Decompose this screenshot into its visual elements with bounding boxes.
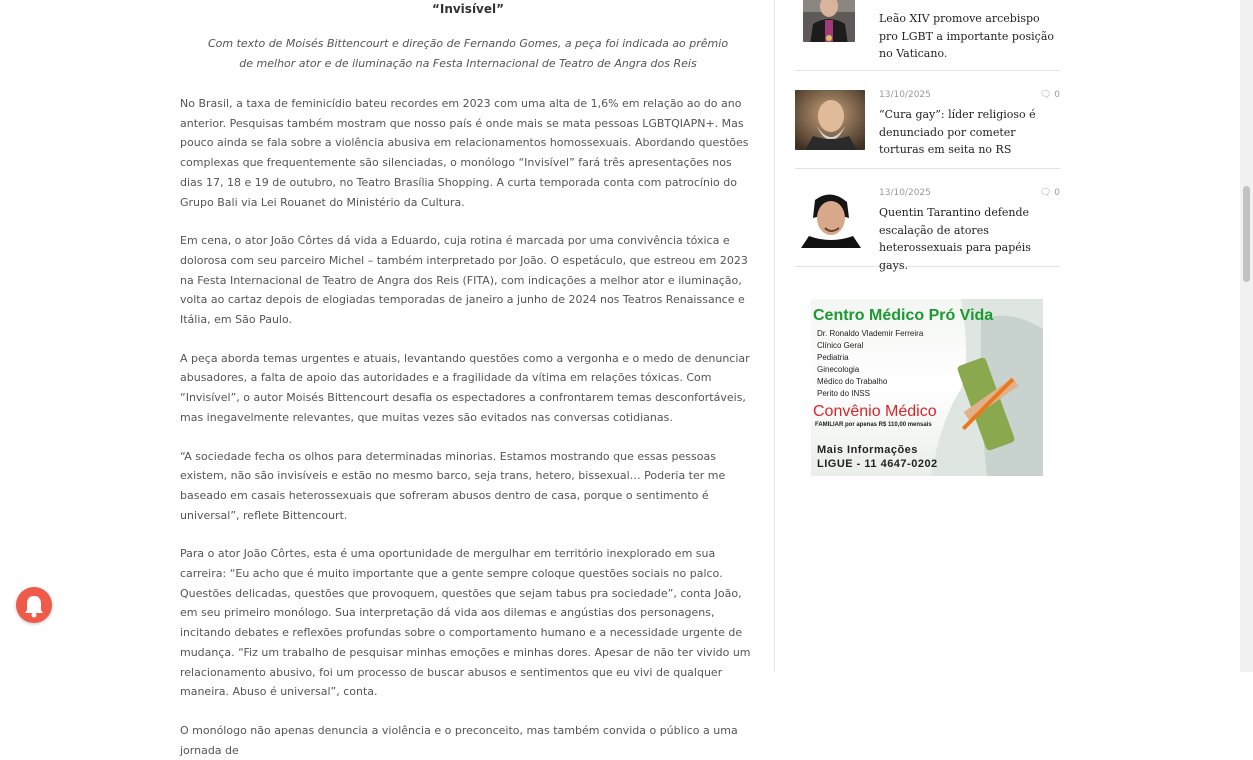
bell-icon [16,587,52,623]
news-title-link[interactable]: Quentin Tarantino defende escalação de atores heterossexuais para papéis gays. [879,206,1031,272]
column-divider [774,0,775,672]
comment-icon: 🗨 [1039,188,1052,198]
article-paragraph: A peça aborda temas urgentes e atuais, levantando questões como a vergonha e o medo de denunciar abusadores, a falta de apoio das autoridades e a fragilidade da vítima em relações tóxicas. Com “Invisível”, o autor Moisés Bittencourt desafia os espectadores a confrontarem temas desconfortáveis, mas inegavelmente relevantes, que muitas vezes são evitados nas conversas cotidianas. [180,351,750,424]
article-paragraph: O monólogo não apenas denuncia a violência e o preconceito, mas também convida o público a uma jornada de [180,723,738,757]
sidebar-advertisement[interactable] [811,299,1043,476]
play-title: “Invisível” [431,2,505,16]
scrollbar-thumb[interactable] [1243,186,1250,282]
article-paragraph: Em cena, o ator João Côrtes dá vida a Eduardo, cuja rotina é marcada por uma convivência tóxica e dolorosa com seu parceiro Michel – também interpretado por João. O espetáculo, que estreou em 2023 na Festa Internacional de Teatro de Angra dos Reis (FITA), com indicações a melhor ator e iluminação, volta ao cartaz depois de elogiadas temporadas de janeiro a junho de 2024 nos Teatros Renaissance e Itália, em São Paulo. [180,234,748,327]
news-date: 13/10/2025 [879,90,931,100]
news-date: 13/10/2025 [879,188,931,198]
news-comment-count[interactable]: 🗨 0 [1039,90,1060,100]
ad-title: Centro Médico Pró Vida [813,307,994,324]
comment-icon: 🗨 [1039,90,1052,100]
news-title-link[interactable]: “Cura gay”: líder religioso é denunciado por cometer torturas em seita no RS [879,108,1036,156]
news-item[interactable] [795,0,1060,71]
article-subtitle: Com texto de Moisés Bittencourt e direção de Fernando Gomes, a peça foi indicada ao prêmio de melhor ator e de iluminação na Festa Internacional de Teatro de Angra dos Reis [207,37,729,70]
news-title-link[interactable]: Leão XIV promove arcebispo pro LGBT a importante posição no Vaticano. [879,12,1055,60]
article-paragraph: “A sociedade fecha os olhos para determinadas minorias. Estamos mostrando que essas pessoas existem, não são invisíveis e estão no mesmo barco, seja trans, hetero, bissexual… Poderia ter me baseado em casais heterossexuais que sofreram abusos dentro de casa, porque o sentimento é universal”, reflete Bittencourt. [180,449,726,522]
news-comment-count[interactable]: 🗨 0 [1039,188,1060,198]
news-item[interactable] [795,188,1060,272]
ad-price: FAMILIAR por apenas R$ 110,00 mensais [815,422,932,428]
article-paragraph: No Brasil, a taxa de feminicídio bateu recordes em 2023 com uma alta de 1,6% em relação ao do ano anterior. Pesquisas também mostram que nosso país é onde mais se mata pessoas LGBTQIAPN+. Mas pouco ainda se fala sobre a violência abusiva em relacionamentos homossexuais. Abordando questões complexas que frequentemente são silenciadas, o monólogo “Invisível” fará três apresentações nos dias 17, 18 e 19 de outubro, no Teatro Brasília Shopping. A curta temporada conta com patrocínio do Grupo Bali via Lei Rouanet do Ministério da Cultura. [180,97,749,209]
ad-services: Dr. Ronaldo Vlademir Ferreira Clínico Geral Pediatria Ginecologia Médico do Trabalho Perito do INSS [817,329,924,398]
article-paragraph: Para o ator João Côrtes, esta é uma oportunidade de mergulhar em território inexplorado em sua carreira: “Eu acho que é muito importante que a gente sempre coloque questões sociais no palco. Questões delicadas, questões que provoquem, questões que sejam tabus pra sociedade”, conta João, em seu primeiro monólogo. Sua interpretação dá vida aos dilemas e angústias dos personagens, incitando debates e reflexões profundas sobre o comportamento humano e a necessidade urgente de mudança. “Fiz um trabalho de pesquisar minhas emoções e minhas dores. Apesar de não ter vivido um relacionamento abusivo, foi um processo de buscar abusos e sentimentos que eu vivi de qualquer maneira. Abuso é universal”, conta. [180,547,751,699]
ad-phone: LIGUE - 11 4647-0202 [817,458,938,470]
ad-convenio: Convênio Médico [813,403,937,420]
news-thumbnail-religious-leader[interactable] [795,90,865,150]
news-thumbnail-tarantino[interactable] [795,188,865,248]
article-body [180,0,756,760]
notification-bell-button[interactable] [16,587,52,623]
ad-info: Mais Informações [817,444,918,456]
news-thumbnail-archbishop[interactable] [803,0,855,42]
news-item[interactable] [795,90,1060,169]
page-scrollbar[interactable] [1240,0,1253,672]
